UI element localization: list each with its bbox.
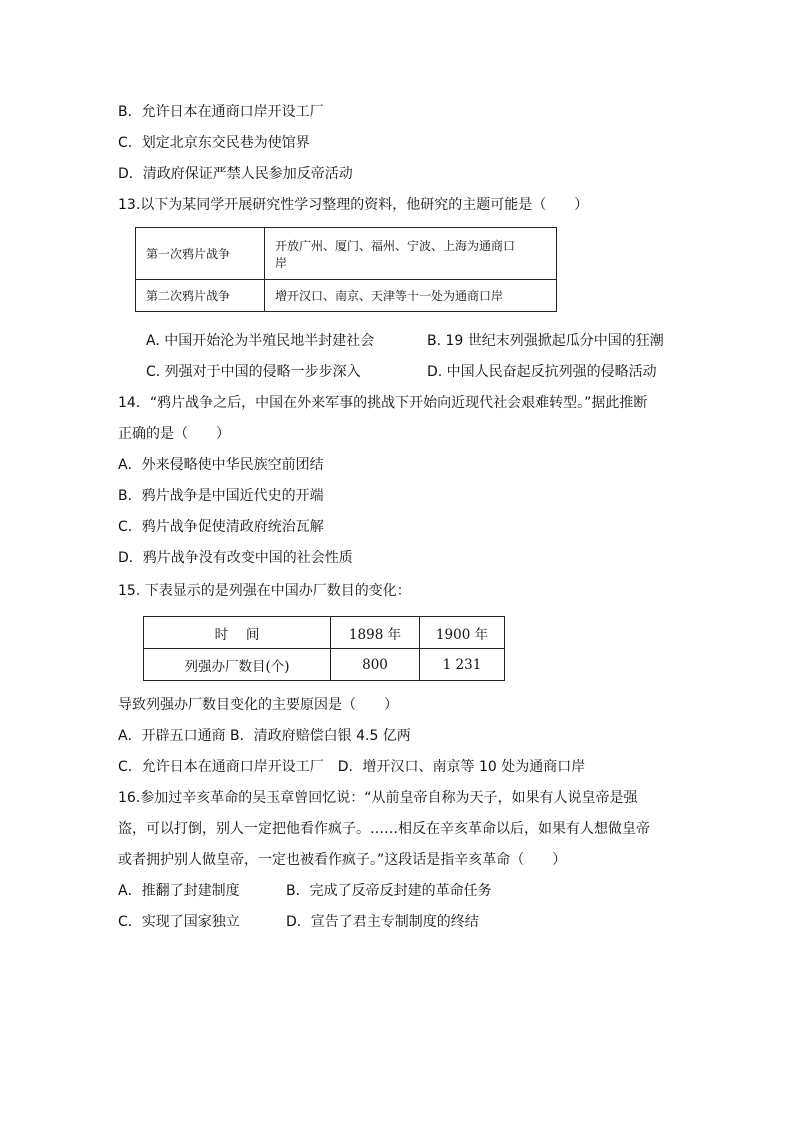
q15-value-1900: 1 231: [420, 649, 505, 681]
q15-header-1898: 1898 年: [331, 617, 420, 649]
q14-option-a: A．外来侵略使中华民族空前团结: [118, 457, 324, 473]
q16-stem-line1: 16.参加过辛亥革命的吴玉章曾回忆说：“从前皇帝自称为天子，如果有人说皇帝是强: [118, 790, 638, 806]
q13-table: [135, 227, 557, 312]
q14-stem-line1: 14．“鸦片战争之后，中国在外来军事的挑战下开始向近现代社会艰难转型。”据此推断: [118, 395, 648, 411]
q15-question: 导致列强办厂数目变化的主要原因是（ ）: [118, 697, 398, 713]
q13-option-c: C. 列强对于中国的侵略一步步深入: [146, 364, 361, 380]
q13-option-b: B. 19 世纪末列强掀起瓜分中国的狂潮: [427, 333, 664, 349]
q14-option-d: D．鸦片战争没有改变中国的社会性质: [118, 550, 353, 566]
q12-option-d: D．清政府保证严禁人民参加反帝活动: [118, 166, 353, 182]
q15-stem: 15. 下表显示的是列强在中国办厂数目的变化：: [118, 583, 411, 599]
q13-cell-second-war-ports: 增开汉口、南京、天津等十一处为通商口岸: [265, 280, 557, 312]
q14-option-b: B．鸦片战争是中国近代史的开端: [118, 488, 324, 504]
q13-option-a: A. 中国开始沦为半殖民地半封建社会: [146, 333, 375, 349]
q12-option-b: B．允许日本在通商口岸开设工厂: [118, 104, 324, 120]
q16-option-b: B．完成了反帝反封建的革命任务: [286, 883, 492, 899]
q13-cell-first-war-ports-line2: 岸: [275, 255, 288, 270]
q16-option-a: A．推翻了封建制度: [118, 883, 240, 899]
q14-stem-line2: 正确的是（ ）: [118, 426, 230, 442]
q13-stem: 13.以下为某同学开展研究性学习整理的资料，他研究的主题可能是（ ）: [118, 197, 589, 213]
q15-value-1898: 800: [331, 649, 420, 681]
q16-option-d: D．宣告了君主专制制度的终结: [286, 914, 479, 930]
q16-stem-line3: 或者拥护别人做皇帝，一定也被看作疯子。”这段话是指辛亥革命（ ）: [118, 852, 567, 868]
q15-options-ab: A．开辟五口通商 B．清政府赔偿白银 4.5 亿两: [118, 728, 411, 744]
q16-stem-line2: 盗，可以打倒，别人一定把他看作疯子。……相反在辛亥革命以后，如果有人想做皇帝: [118, 821, 650, 837]
q13-option-d: D. 中国人民奋起反抗列强的侵略活动: [427, 364, 657, 380]
q14-option-c: C．鸦片战争促使清政府统治瓦解: [118, 519, 324, 535]
q15-row-label: 列强办厂数目(个): [144, 649, 331, 681]
q13-cell-second-war: 第二次鸦片战争: [136, 280, 265, 312]
q15-header-time: 时 间: [144, 617, 331, 649]
q15-table: [143, 616, 505, 681]
q12-option-c: C．划定北京东交民巷为使馆界: [118, 135, 310, 151]
q15-header-1900: 1900 年: [420, 617, 505, 649]
q16-option-c: C．实现了国家独立: [118, 914, 240, 930]
q13-cell-first-war-ports-line1: 开放广州、厦门、福州、宁波、上海为通商口: [275, 238, 516, 253]
q13-cell-first-war-ports: [265, 228, 557, 280]
q13-cell-first-war: 第一次鸦片战争: [136, 228, 265, 280]
q15-options-cd: C．允许日本在通商口岸开设工厂 D．增开汉口、南京等 10 处为通商口岸: [118, 759, 586, 775]
